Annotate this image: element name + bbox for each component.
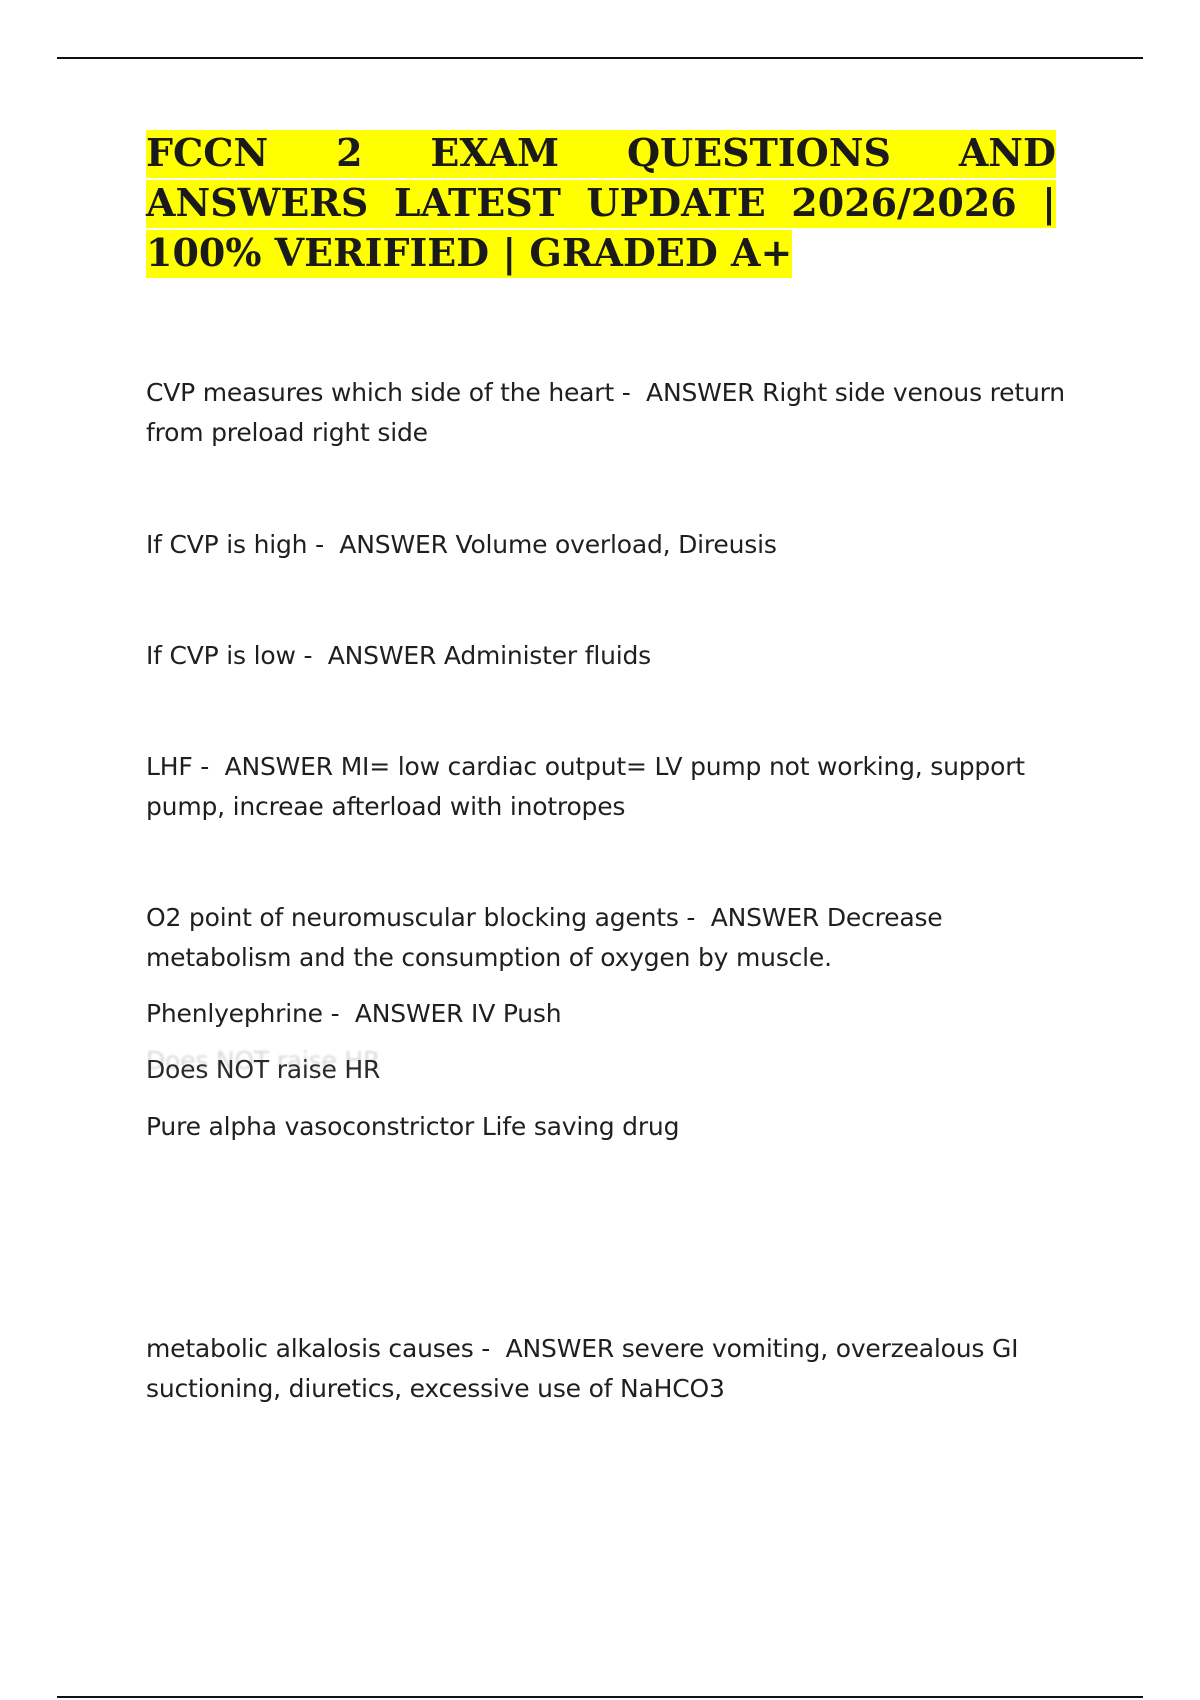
question-text: Phenlyephrine [146,999,323,1028]
answer-label: ANSWER [327,641,437,670]
answer-label: ANSWER [224,752,333,781]
document-title [146,128,1056,278]
answer-label: ANSWER [710,903,820,932]
answer-text: IV Push [471,999,562,1028]
question-text: O2 point of neuromuscular blocking agents [146,903,679,932]
qa-item-metabolic-alkalosis [146,1329,1066,1409]
question-text: CVP measures which side of the heart [146,378,614,407]
qa-item-cvp-low [146,636,1066,676]
question-text: If CVP is low [146,641,296,670]
question-text: If CVP is high [146,530,308,559]
bottom-rule [57,1696,1143,1698]
answer-text: Decrease metabolism and the consumption of oxygen by muscle. [146,903,943,972]
separator: - [295,641,328,670]
separator: - [473,1334,506,1363]
answer-label: ANSWER [354,999,464,1028]
answer-label: ANSWER [646,378,755,407]
answer-label: ANSWER [339,530,448,559]
answer-text: Volume overload, Direusis [455,530,777,559]
question-text: LHF [146,752,193,781]
extra-line-hr: Does NOT raise HR [146,1055,381,1084]
qa-item-cvp-side [146,373,1066,453]
extra-line-alpha: Pure alpha vasoconstrictor Life saving drug [146,1112,680,1141]
answer-text: Administer fluids [443,641,651,670]
separator: - [322,999,355,1028]
separator: - [192,752,225,781]
answer-text: MI= low cardiac output= LV pump not working, support pump, increae afterload with inotropes [146,752,1025,821]
title-highlight: FCCN 2 EXAM QUESTIONS AND ANSWERS LATEST UPDATE 2026/2026 | 100% VERIFIED | GRADED A+ [146,130,1056,278]
top-rule [57,57,1143,59]
qa-item-lhf [146,747,1066,827]
qa-item-phenylephrine [146,994,1066,1034]
answer-text: severe vomiting, overzealous GI suctioning, diuretics, excessive use of NaHCO3 [146,1334,1019,1403]
answer-label: ANSWER [505,1334,614,1363]
separator: - [613,378,647,407]
separator: - [307,530,340,559]
separator: - [678,903,711,932]
question-text: metabolic alkalosis causes [146,1334,474,1363]
qa-item-cvp-high [146,525,1066,565]
qa-item-nmba [146,898,1066,978]
answer-text: Right side venous return from preload right side [146,378,1065,447]
